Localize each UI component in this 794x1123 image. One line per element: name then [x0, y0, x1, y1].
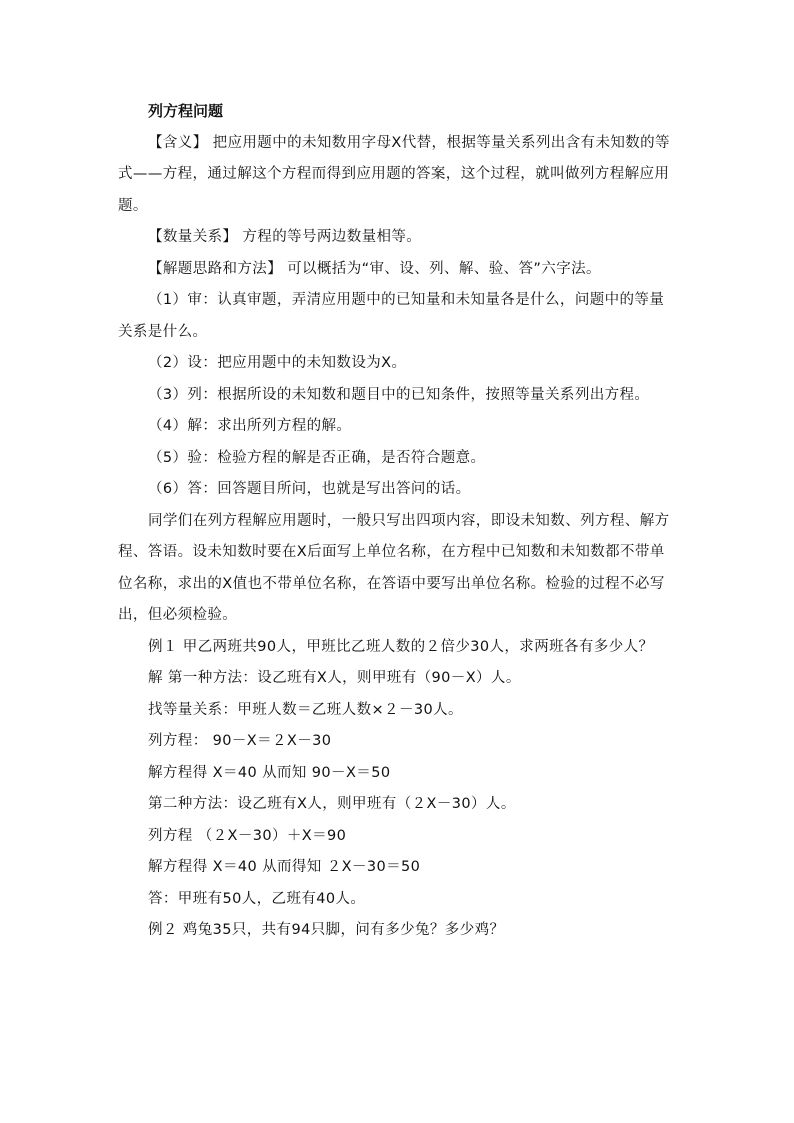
document-body [118, 96, 678, 947]
example1-line: 解方程得 Ⅹ＝40 从而知 90－Ⅹ＝50 [148, 764, 391, 781]
example1-question: 例１ 甲乙两班共90人，甲班比乙班人数的２倍少30人，求两班各有多少人？ [148, 638, 654, 655]
example1-answer: 答：甲班有50人，乙班有40人。 [148, 890, 366, 907]
page-title: 列方程问题 [148, 102, 224, 120]
step-assume: （2）设：把应用题中的未知数设为Ⅹ。 [148, 355, 407, 371]
step-answer: （6）答：回答题目所问，也就是写出答问的话。 [148, 481, 471, 497]
step-review: （1）审：认真审题，弄清应用题中的已知量和未知量各是什么，问题中的等量关系是什么。 [118, 292, 665, 340]
step-check: （5）验：检验方程的解是否正确，是否符合题意。 [148, 449, 486, 466]
example1-line: 列方程： 90－Ⅹ＝２Ⅹ－30 [148, 733, 332, 749]
meaning-paragraph: 【含义】 把应用题中的未知数用字母Ⅹ代替，根据等量关系列出含有未知数的等式——方程，通过解这个方程而得到应用题的答案，这个过程，就叫做列方程解应用题。 [118, 134, 670, 214]
summary-paragraph: 同学们在列方程解应用题时，一般只写出四项内容，即设未知数、列方程、解方程、答语。设未知数时要在Ⅹ后面写上单位名称，在方程中已知数和未知数都不带单位名称，求出的Ⅹ值也不带单位名称，在答语中要写出单位名称。检验的过程不必写出，但必须检验。 [118, 512, 670, 623]
example1-line: 列方程 （２Ⅹ－30）＋Ⅹ＝90 [148, 827, 347, 844]
method-heading-paragraph: 【解题思路和方法】 可以概括为“审、设、列、解、验、答”六字法。 [148, 260, 601, 277]
example1-line: 找等量关系：甲班人数＝乙班人数×２－30人。 [148, 701, 463, 718]
example2-question: 例２ 鸡兔35只，共有94只脚，问有多少兔？多少鸡？ [148, 922, 505, 938]
quantity-relation-paragraph: 【数量关系】 方程的等号两边数量相等。 [148, 229, 422, 245]
example1-line: 解 第一种方法：设乙班有Ⅹ人，则甲班有（90－Ⅹ）人。 [148, 670, 521, 686]
example1-line: 解方程得 Ⅹ＝40 从而得知 ２Ⅹ－30＝50 [148, 859, 421, 875]
example1-line: 第二种方法：设乙班有Ⅹ人，则甲班有（２Ⅹ－30）人。 [148, 796, 516, 812]
step-list: （3）列：根据所设的未知数和题目中的已知条件，按照等量关系列出方程。 [148, 386, 650, 403]
step-solve: （4）解：求出所列方程的解。 [148, 418, 352, 434]
